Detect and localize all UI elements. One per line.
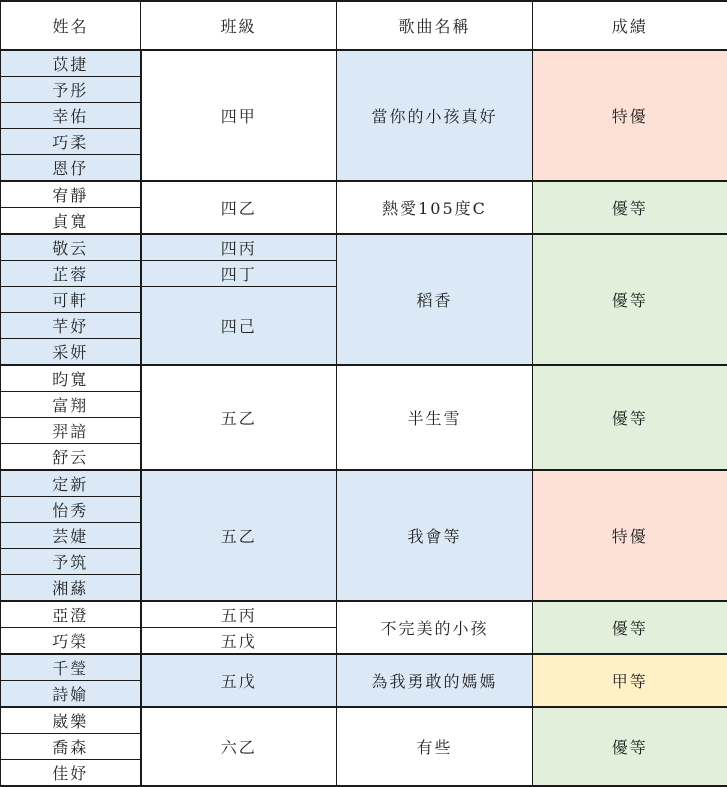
song-cell: 稻香 <box>337 234 533 365</box>
grade-cell: 特優 <box>533 50 727 181</box>
class-cell: 五乙 <box>141 365 337 470</box>
student-name: 怡秀 <box>1 497 141 523</box>
table-row <box>1 181 727 208</box>
student-name: 敬云 <box>1 234 141 261</box>
class-cell: 五丙 <box>141 601 337 628</box>
song-cell: 不完美的小孩 <box>337 601 533 654</box>
grade-cell: 優等 <box>533 707 727 786</box>
student-name: 佳妤 <box>1 760 141 787</box>
student-name: 芷蓉 <box>1 261 141 287</box>
student-name: 恩伃 <box>1 155 141 182</box>
header-song: 歌曲名稱 <box>337 1 533 50</box>
student-name: 亞澄 <box>1 601 141 628</box>
class-cell: 四己 <box>141 287 337 366</box>
song-cell: 我會等 <box>337 470 533 601</box>
student-name: 舒云 <box>1 444 141 471</box>
student-name: 芊妤 <box>1 313 141 339</box>
table-row <box>1 234 727 261</box>
student-name: 苡捷 <box>1 50 141 77</box>
student-name: 定新 <box>1 470 141 497</box>
student-name: 昀寬 <box>1 365 141 392</box>
student-name: 貞寬 <box>1 208 141 235</box>
student-name: 幸佑 <box>1 103 141 129</box>
student-name: 詩媮 <box>1 681 141 708</box>
grade-cell: 特優 <box>533 470 727 601</box>
student-name: 采妍 <box>1 339 141 366</box>
student-name: 巧榮 <box>1 628 141 655</box>
grade-cell: 甲等 <box>533 654 727 707</box>
grade-cell: 優等 <box>533 181 727 234</box>
table-row <box>1 50 727 77</box>
student-name: 芸婕 <box>1 523 141 549</box>
class-cell: 五戊 <box>141 654 337 707</box>
student-name: 巧柔 <box>1 129 141 155</box>
grade-cell: 優等 <box>533 365 727 470</box>
student-name: 予筑 <box>1 549 141 575</box>
header-grade: 成績 <box>533 1 727 50</box>
class-cell: 五乙 <box>141 470 337 601</box>
class-cell: 四丙 <box>141 234 337 261</box>
song-cell: 熱愛105度C <box>337 181 533 234</box>
table-row <box>1 707 727 734</box>
grade-cell: 優等 <box>533 601 727 654</box>
student-name: 千瑩 <box>1 654 141 681</box>
student-name: 崴樂 <box>1 707 141 734</box>
header-name: 姓名 <box>1 1 141 50</box>
table-row <box>1 470 727 497</box>
class-cell: 五戊 <box>141 628 337 655</box>
student-name: 宥靜 <box>1 181 141 208</box>
song-cell: 為我勇敢的媽媽 <box>337 654 533 707</box>
student-name: 可軒 <box>1 287 141 313</box>
class-cell: 四甲 <box>141 50 337 181</box>
header-row <box>1 1 727 50</box>
student-name: 富翔 <box>1 392 141 418</box>
class-cell: 四丁 <box>141 261 337 287</box>
student-name: 喬森 <box>1 734 141 760</box>
song-cell: 當你的小孩真好 <box>337 50 533 181</box>
header-class: 班級 <box>141 1 337 50</box>
song-cell: 有些 <box>337 707 533 786</box>
table-row <box>1 601 727 628</box>
class-cell: 四乙 <box>141 181 337 234</box>
student-name: 羿諳 <box>1 418 141 444</box>
table-row <box>1 654 727 681</box>
student-name: 予彤 <box>1 77 141 103</box>
class-cell: 六乙 <box>141 707 337 786</box>
song-cell: 半生雪 <box>337 365 533 470</box>
grade-cell: 優等 <box>533 234 727 365</box>
table-row <box>1 365 727 392</box>
student-name: 湘蕬 <box>1 575 141 602</box>
